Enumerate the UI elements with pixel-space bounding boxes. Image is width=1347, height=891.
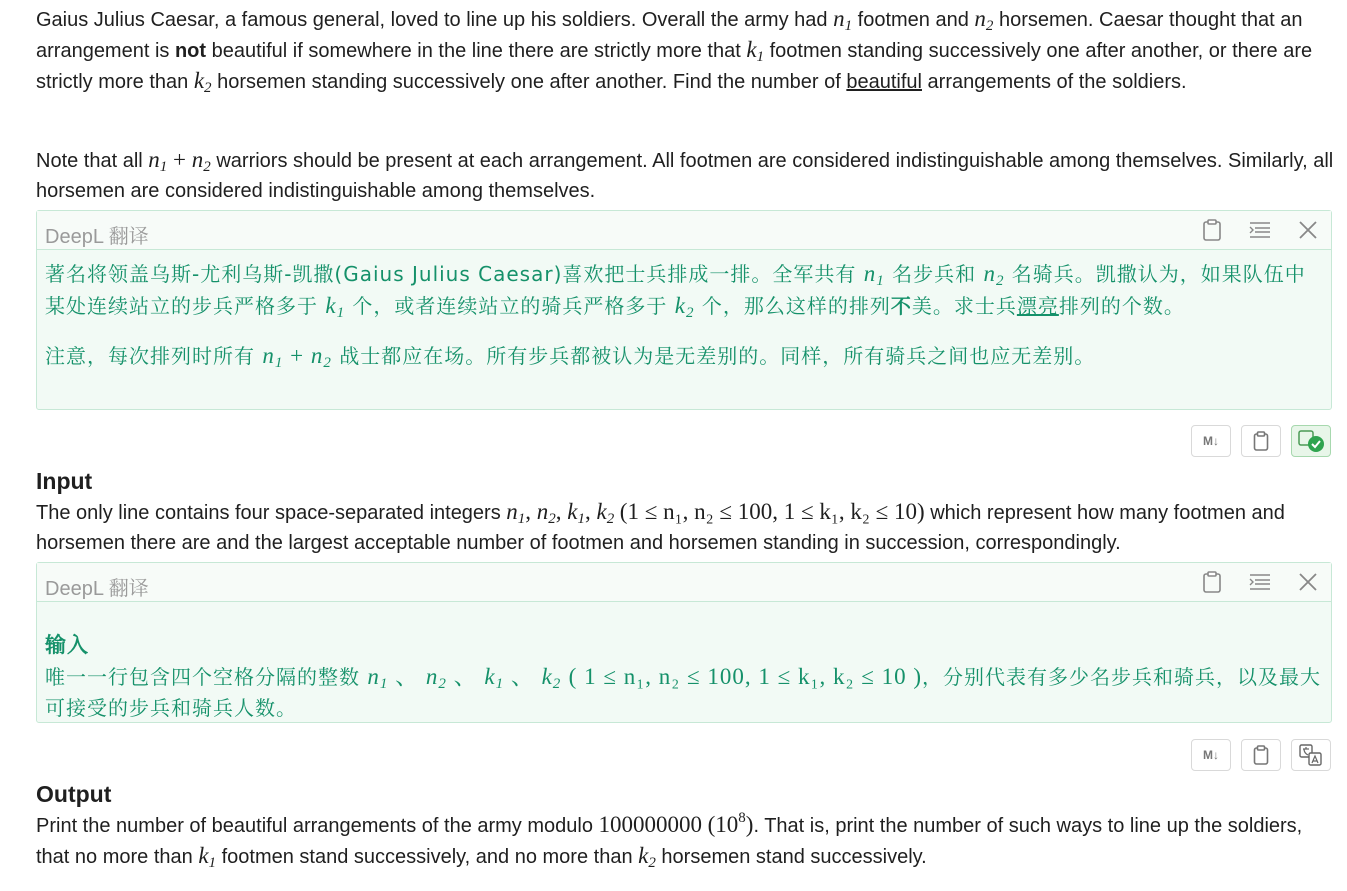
math-n1-plus-n2: $n_1 + n_2$	[148, 147, 211, 175]
translation-text: 著名将领盖乌斯-尤利乌斯-凯撒(Gaius Julius Caesar)喜欢把士兵排成一排。全军共有 $n_1$ 名步兵和 $n_2$ 名骑兵。凯撒认为，如果队伍中某处连续站立的步兵严格多于 $k_1$ 个，或者连续站立的骑兵严格多于 $k_2$ 个，那么这样的排列不美。求士兵漂亮排列的个数。 注意，每次排列时所有 $n_1 + n_2$ 战士都应在场。所有步兵都被认为是无差别的。同样，所有骑兵之间也应无差别。	[45, 261, 1306, 371]
translation-box-input	[36, 562, 1332, 723]
close-icon[interactable]	[1295, 217, 1321, 243]
underlined-beautiful: beautiful	[846, 71, 922, 93]
copy-button[interactable]	[1241, 425, 1281, 457]
copy-icon[interactable]	[1199, 569, 1225, 595]
translate-icon[interactable]	[1291, 739, 1331, 771]
format-lines-icon[interactable]	[1247, 217, 1273, 243]
statement-paragraph-1: Gaius Julius Caesar, a famous general, loved to line up his soldiers. Overall the army had $n_1$ footmen and $n_2$ horsemen. Caesar thought that an arrangement is not beautiful if somewhere in the line there are strictly more that $k_1$ footmen standing successively one after another, or there are strictly more than $k_2$ horsemen standing successively one after another. Find the number of beautiful arrangements of the soldiers.	[36, 6, 1313, 96]
translation-box-statement	[36, 210, 1332, 410]
action-buttons-1	[1191, 425, 1331, 457]
translation-label: DeepL 翻译	[45, 578, 149, 600]
translation-toolbar	[37, 563, 1331, 602]
copy-icon[interactable]	[1199, 217, 1225, 243]
math-k1: $k_1$	[746, 37, 765, 65]
math-n1: $n_1$	[833, 6, 853, 34]
close-icon[interactable]	[1295, 569, 1321, 595]
math-k2: $k_2$	[193, 68, 212, 96]
input-heading: Input	[36, 468, 93, 494]
copy-button[interactable]	[1241, 739, 1281, 771]
output-heading: Output	[36, 781, 112, 807]
translation-toolbar	[37, 211, 1331, 250]
input-range: (1 ≤ n₁, n₂ ≤ 100, 1 ≤ k₁, k₂ ≤ 10)	[619, 499, 925, 524]
action-buttons-2	[1191, 739, 1331, 771]
translation-text: 输入 唯一一行包含四个空格分隔的整数 $n_1$ 、 $n_2$ 、 $k_1$ 、 $k_2$ ( 1 ≤ n₁, n₂ ≤ 100, 1 ≤ k₁, k₂ ≤ 10 )，分别代表有多少名步兵和骑兵，以及最大可接受的步兵和骑兵人数。	[45, 633, 1322, 720]
input-paragraph: The only line contains four space-separated integers $n_1$, $n_2$, $k_1$, $k_2$ (1 ≤ n₁, n₂ ≤ 100, 1 ≤ k₁, k₂ ≤ 10) which represent how many footmen and horsemen there are and the largest acceptable number of footmen and horsemen standing in succession, correspondingly.	[36, 499, 1285, 554]
statement-paragraph-2: Note that all $n_1 + n_2$ warriors should be present at each arrangement. All footmen are considered indistinguishable among themselves. Similarly, all horsemen are considered indistinguishable among themselves.	[36, 147, 1334, 202]
markdown-button[interactable]: M↓	[1191, 425, 1231, 457]
translation-label: DeepL 翻译	[45, 226, 149, 248]
translate-done-button[interactable]	[1291, 425, 1331, 457]
markdown-button[interactable]: M↓	[1191, 739, 1231, 771]
math-n2: $n_2$	[974, 6, 994, 34]
bold-not: not	[174, 40, 207, 62]
format-lines-icon[interactable]	[1247, 569, 1273, 595]
output-paragraph: Print the number of beautiful arrangements of the army modulo 100000000 $(10^8)$. That is, print the number of such ways to line up the soldiers, that no more than $k_1$ footmen stand successively, and no more than $k_2$ horsemen stand successively.	[36, 810, 1303, 871]
